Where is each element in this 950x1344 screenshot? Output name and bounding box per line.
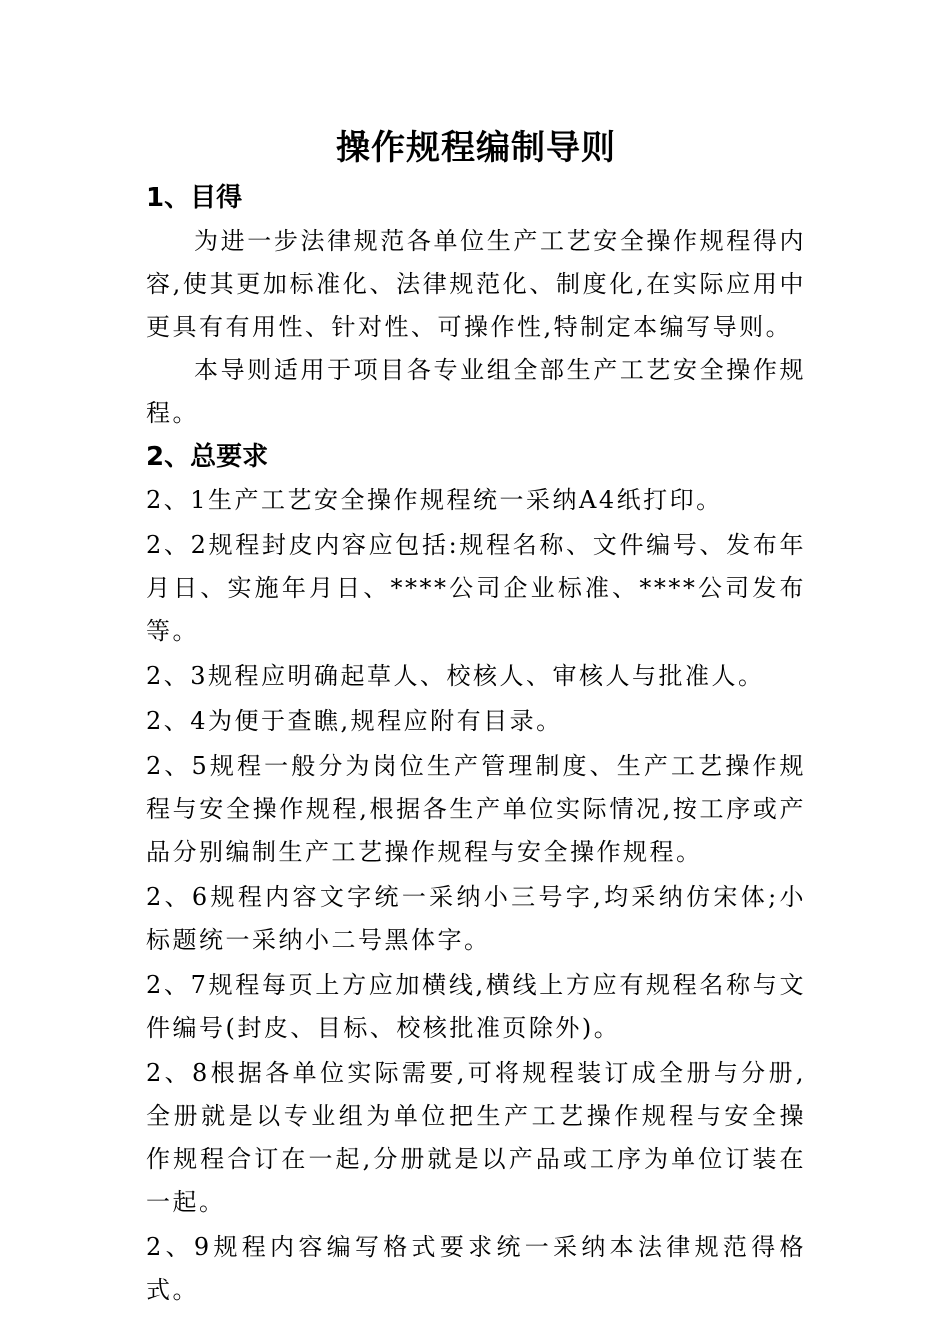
requirement-item: 2、9规程内容编写格式要求统一采纳本法律规范得格式。 bbox=[146, 1233, 806, 1304]
section-heading-requirements: 2、总要求 bbox=[146, 442, 269, 472]
paragraph-scope: 本导则适用于项目各专业组全部生产工艺安全操作规程。 bbox=[146, 356, 806, 427]
requirement-item: 2、8根据各单位实际需要,可将规程装订成全册与分册,全册就是以专业组为单位把生产工艺操作规程与安全操作规程合订在一起,分册就是以产品或工序为单位订装在一起。 bbox=[146, 1059, 806, 1216]
requirement-item: 2、4为便于查瞧,规程应附有目录。 bbox=[146, 707, 563, 735]
requirement-item: 2、7规程每页上方应加横线,横线上方应有规程名称与文件编号(封皮、目标、校核批准页除外)。 bbox=[146, 971, 806, 1042]
requirement-item: 2、3规程应明确起草人、校核人、审核人与批准人。 bbox=[146, 662, 765, 690]
requirement-item: 2、1生产工艺安全操作规程统一采纳A4纸打印。 bbox=[146, 486, 723, 514]
document-page bbox=[146, 120, 806, 1314]
paragraph-purpose: 为进一步法律规范各单位生产工艺安全操作规程得内容,使其更加标准化、法律规范化、制度化,在实际应用中更具有有用性、针对性、可操作性,特制定本编写导则。 bbox=[146, 227, 806, 341]
requirement-item: 2、5规程一般分为岗位生产管理制度、生产工艺操作规程与安全操作规程,根据各生产单位实际情况,按工序或产品分别编制生产工艺操作规程与安全操作规程。 bbox=[146, 752, 806, 866]
section-heading-purpose: 1、目得 bbox=[146, 183, 243, 213]
document-title: 操作规程编制导则 bbox=[336, 128, 616, 168]
requirement-item: 2、2规程封皮内容应包括:规程名称、文件编号、发布年月日、实施年月日、****公司企业标准、****公司发布等。 bbox=[146, 531, 806, 645]
requirement-item: 2、6规程内容文字统一采纳小三号字,均采纳仿宋体;小标题统一采纳小二号黑体字。 bbox=[146, 883, 806, 954]
